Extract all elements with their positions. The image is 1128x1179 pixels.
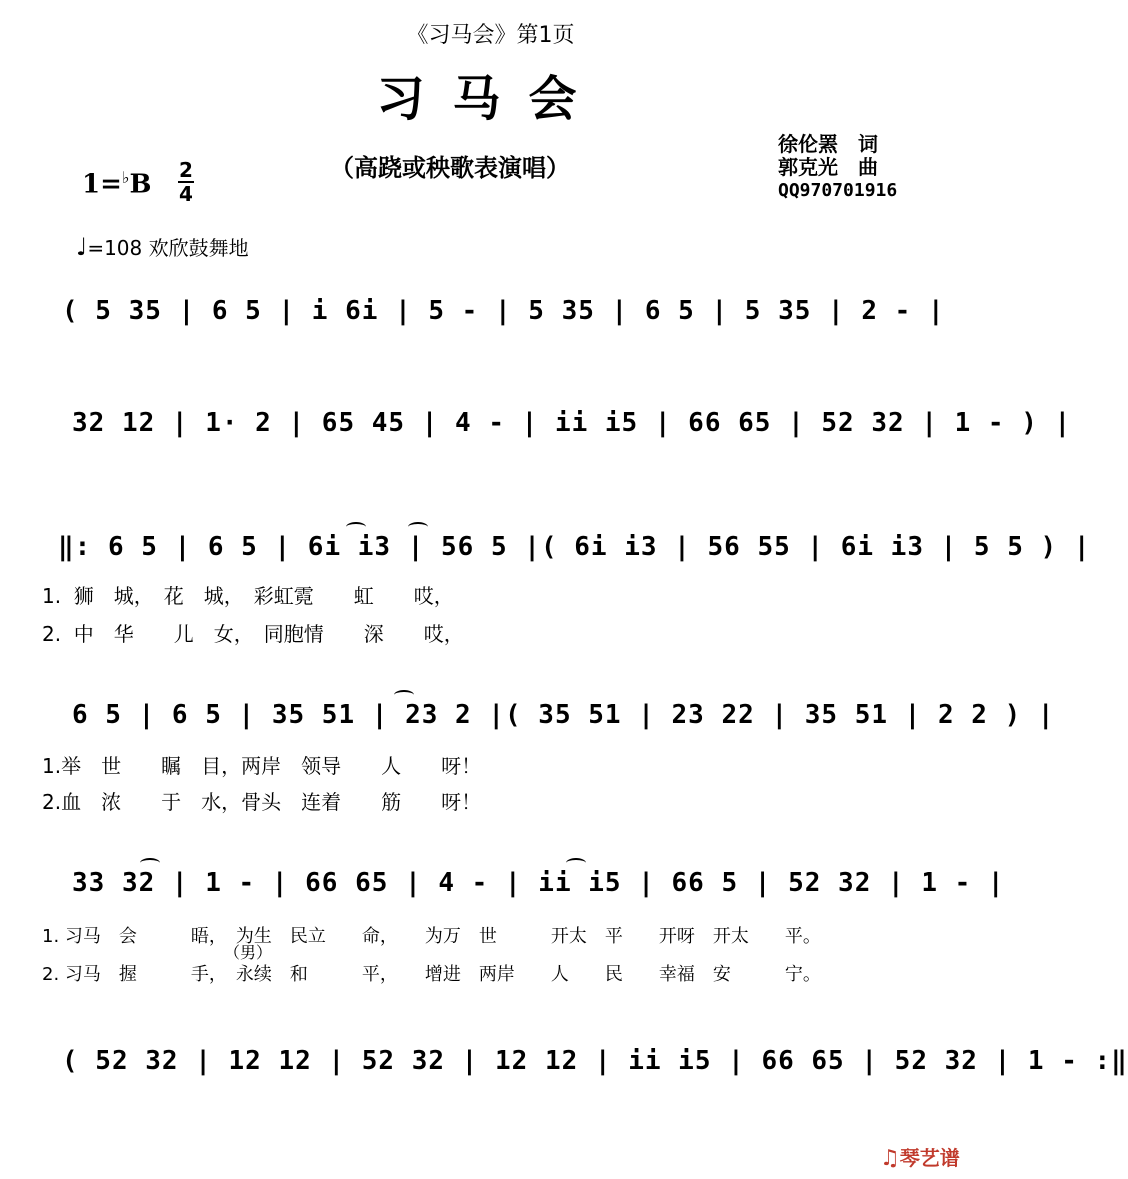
lyric-row-4-verse-2: 2.血 浓 于 水，骨头 连着 筋 呀！	[42, 790, 482, 814]
slur-mark	[408, 522, 428, 532]
slur-mark	[394, 690, 414, 700]
slur-mark	[346, 522, 366, 532]
key-prefix: 1=	[82, 169, 122, 200]
lyric-row-3-verse-1: 1. 狮 城， 花 城， 彩虹霓 虹 哎，	[42, 584, 454, 608]
logo-icon: ♫	[880, 1146, 900, 1171]
time-sig-bottom: 4	[179, 182, 193, 206]
lyric-row-3-verse-2: 2. 中 华 儿 女， 同胞情 深 哎，	[42, 622, 464, 646]
slur-mark	[566, 858, 586, 868]
subtitle: （高跷或秧歌表演唱）	[330, 154, 570, 182]
flat-icon: ♭	[121, 168, 130, 187]
score-row-3: ‖: 6 5 | 6 5 | 6i i3 | 56 5 |( 6i i3 | 56 55 | 6i i3 | 5 5 ) |	[58, 532, 1091, 562]
key-note: B	[129, 169, 152, 200]
quarter-note-icon: ♩	[76, 233, 88, 261]
key-signature	[82, 168, 151, 200]
tempo-text: =108 欢欣鼓舞地	[87, 236, 249, 260]
lyric-row-4-verse-1: 1.举 世 瞩 目，两岸 领导 人 呀！	[42, 754, 482, 778]
score-row-5: 33 32 | 1 - | 66 65 | 4 - | ii i5 | 66 5 | 52 32 | 1 - |	[72, 868, 1005, 898]
qq-number: QQ970701916	[778, 180, 898, 201]
slur-mark	[140, 858, 160, 868]
watermark-text: 琴艺谱	[899, 1146, 960, 1170]
score-row-6: ( 52 32 | 12 12 | 52 32 | 12 12 | ii i5 | 66 65 | 52 32 | 1 - :‖	[62, 1046, 1128, 1076]
time-signature	[178, 160, 194, 204]
score-row-2: 32 12 | 1· 2 | 65 45 | 4 - | ii i5 | 66 65 | 52 32 | 1 - ) |	[72, 408, 1072, 438]
song-title: 习马会	[376, 71, 605, 127]
watermark	[880, 1142, 960, 1171]
male-marker: （男）	[224, 943, 273, 962]
composer: 郭克光 曲	[778, 155, 878, 179]
lyricist: 徐伦罴 词	[778, 132, 878, 156]
page-header: 《习马会》第1页	[406, 23, 575, 48]
credits	[778, 133, 897, 202]
score-row-4: 6 5 | 6 5 | 35 51 | 23 2 |( 35 51 | 23 22 | 35 51 | 2 2 ) |	[72, 700, 1055, 730]
tempo-marking	[76, 232, 249, 261]
time-sig-top: 2	[179, 158, 193, 182]
lyric-row-5-verse-1: 1. 习马 会 晤， 为生 民立 命， 为万 世 开太 平 开呀 开太 平。	[42, 926, 821, 947]
lyric-row-5-verse-2: 2. 习马 握 手， 永续 和 平， 增进 两岸 人 民 幸福 安 宁。	[42, 964, 821, 985]
score-row-1: ( 5 35 | 6 5 | i 6i | 5 - | 5 35 | 6 5 | 5 35 | 2 - |	[62, 296, 945, 326]
